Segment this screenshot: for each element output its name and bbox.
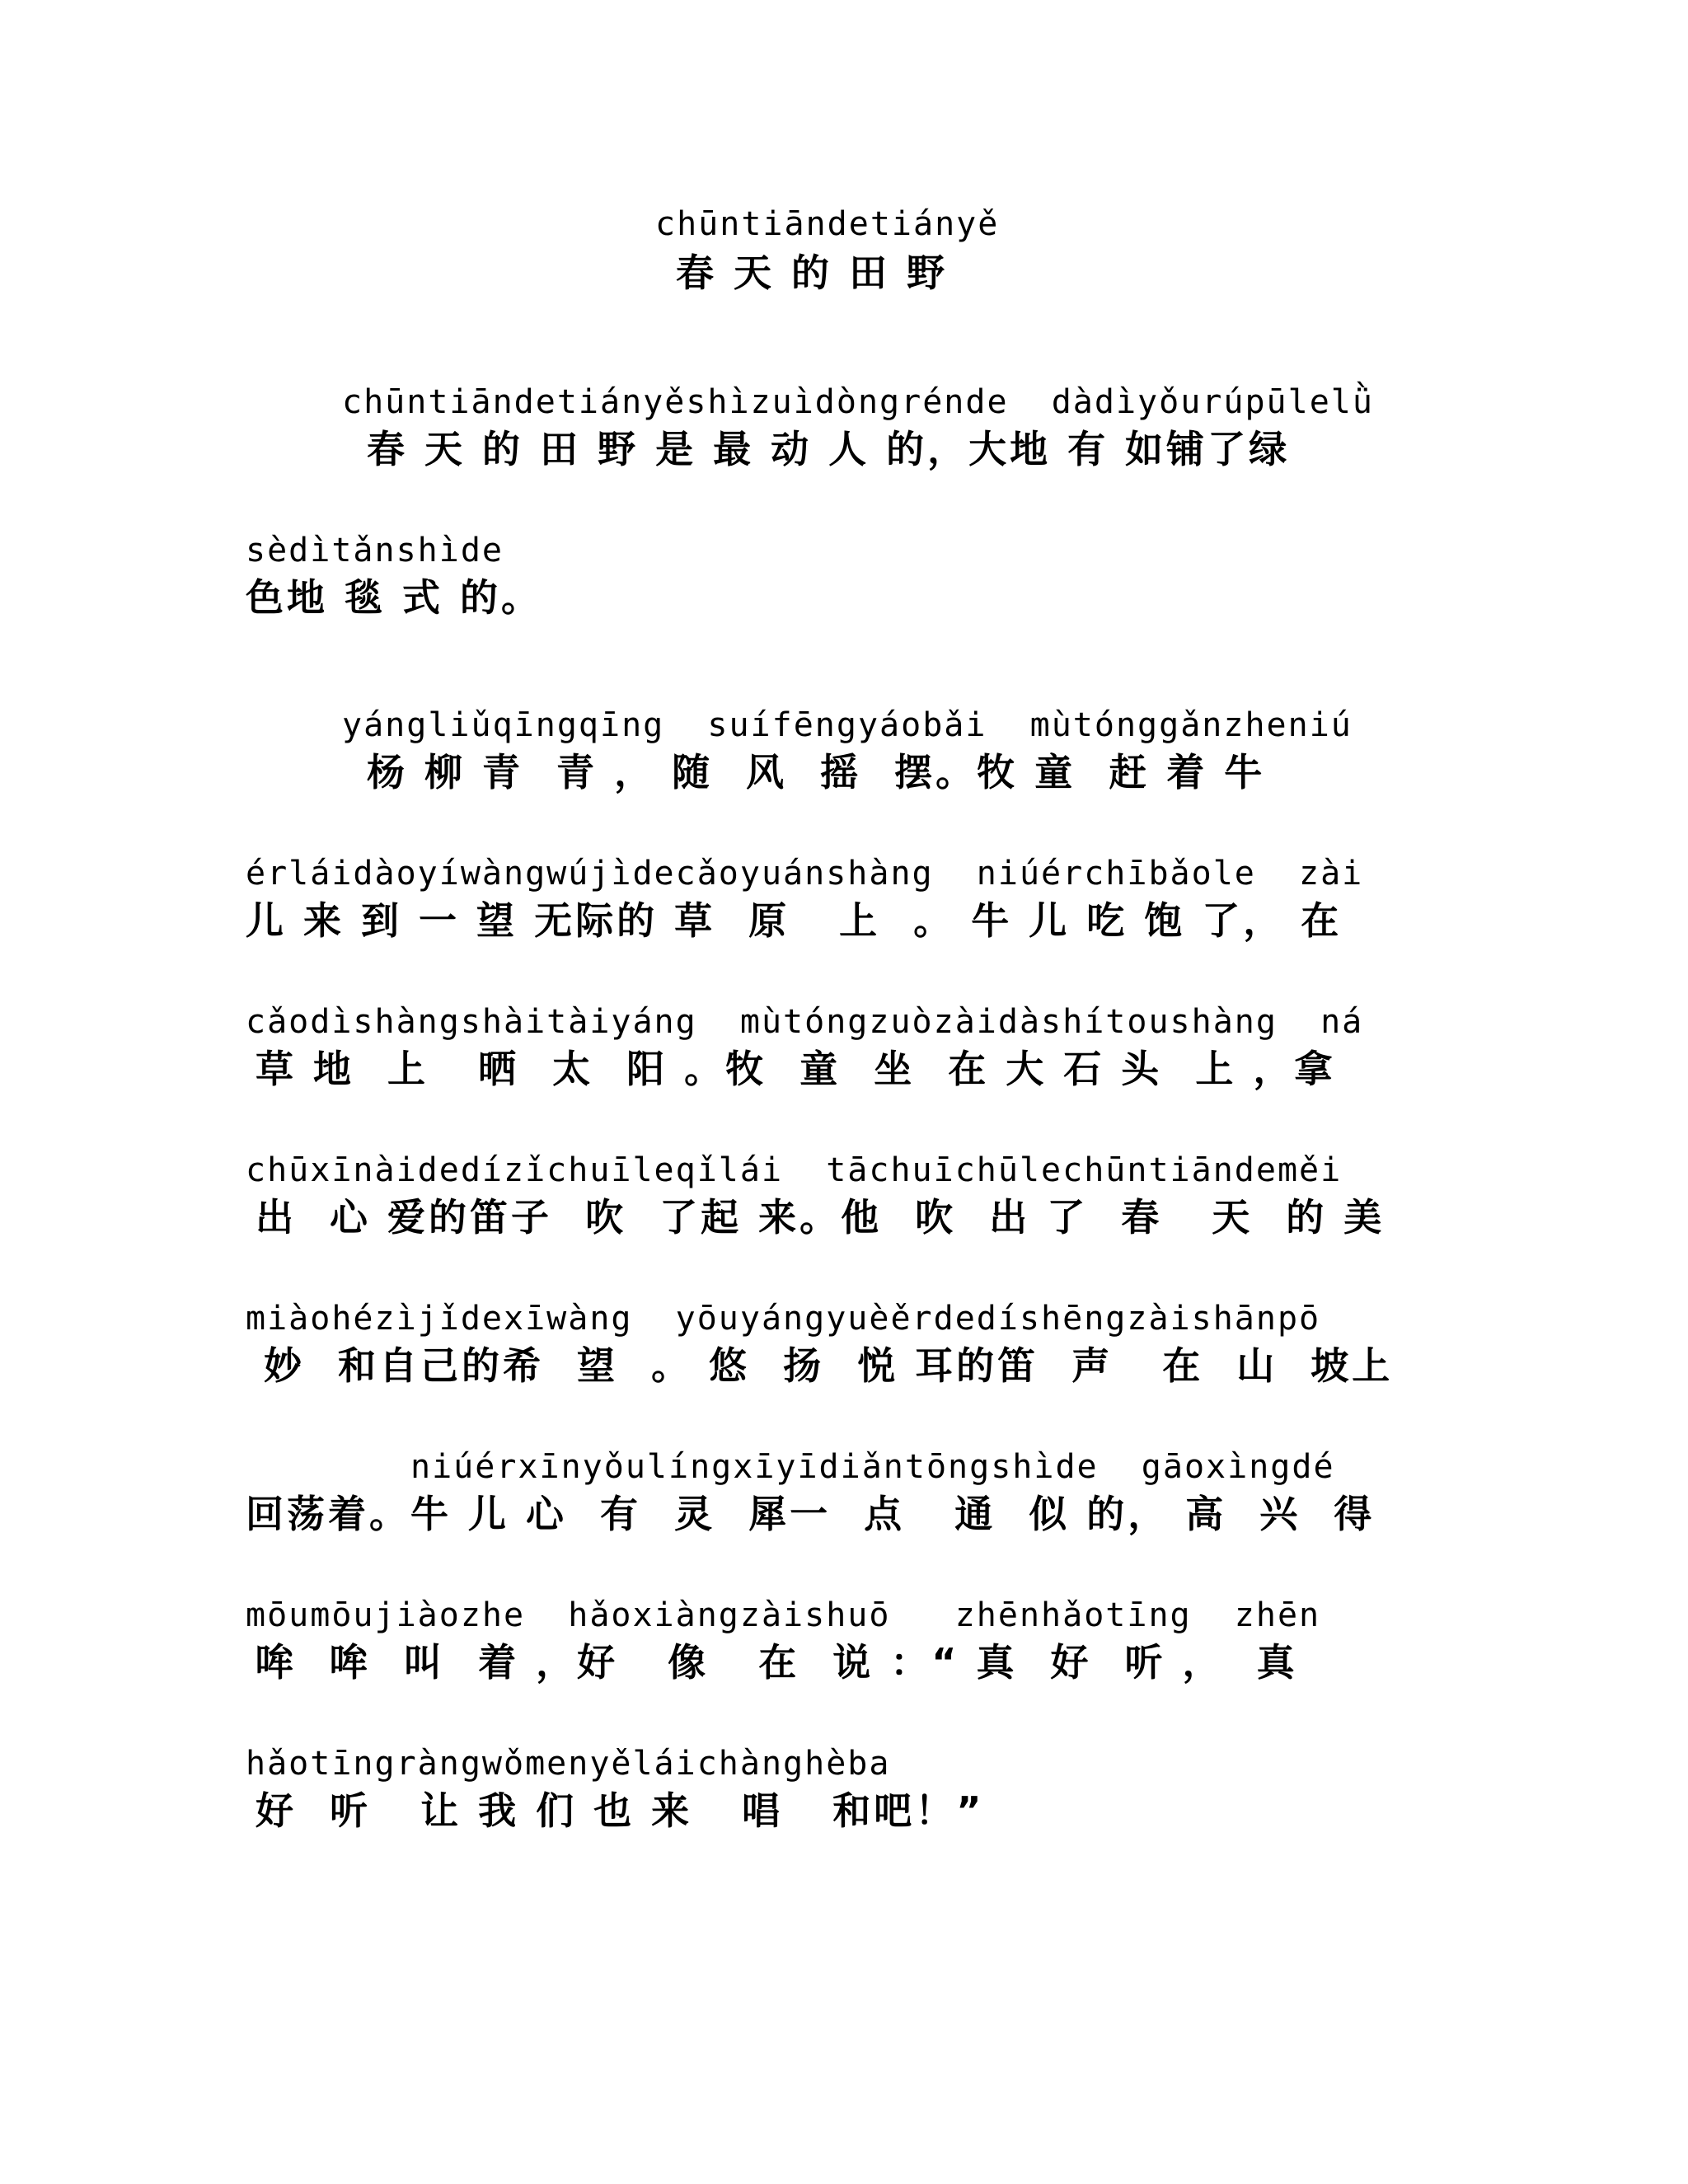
line-7-pinyin: miàohézìjǐdexīwàng yōuyángyuèěrdedíshēngzàishānpō <box>246 1300 1321 1338</box>
line-3-hanzi: 杨 柳 青 青 ， 随 风 摇 摆。牧 童 赶 着 牛 <box>367 750 1266 794</box>
line-2-pinyin: sèdìtǎnshìde <box>246 532 504 569</box>
line-2-hanzi: 色地 毯 式 的。 <box>246 575 543 620</box>
line-5-pinyin: cǎodìshàngshàitàiyáng mùtóngzuòzàidàshítoushàng ná <box>246 1003 1364 1041</box>
title-pinyin: chūntiāndetiányě <box>655 205 1000 243</box>
line-7-hanzi: 妙 和自己的希 望 。 悠 扬 悦 耳的笛 声 在 山 坡上 <box>264 1343 1394 1388</box>
title-hanzi: 春 天 的 田 野 <box>676 251 949 295</box>
line-1-pinyin: chūntiāndetiányěshìzuìdòngrénde dàdìyǒurúpūlelǜ <box>342 383 1374 421</box>
line-6-pinyin: chūxīnàidedízǐchuīleqǐlái tāchuīchūlechūntiāndeměi <box>246 1151 1343 1189</box>
line-3-pinyin: yángliǔqīngqīng suífēngyáobǎi mùtónggǎnzheniú <box>342 706 1353 744</box>
line-6-hanzi: 出 心 爱的笛子 吹 了起 来。他 吹 出 了 春 天 的 美 <box>256 1195 1386 1240</box>
line-8-hanzi: 回荡着。牛 儿 心 有 灵 犀一 点 通 似 的， 高 兴 得 <box>246 1492 1376 1536</box>
line-9-pinyin: mōumōujiàozhe hǎoxiàngzàishuō zhēnhǎotīng zhēn <box>246 1596 1321 1634</box>
line-10-pinyin: hǎotīngràngwǒmenyěláichànghèba <box>246 1745 891 1783</box>
line-4-pinyin: érláidàoyíwàngwújìdecǎoyuánshàng niúérchībǎole zài <box>246 855 1364 893</box>
line-5-hanzi: 草 地 上 晒 太 阳 。牧 童 坐 在 大 石 头 上 ，拿 <box>256 1047 1336 1091</box>
line-10-hanzi: 好 听 让 我 们 也 来 唱 和吧！” <box>256 1788 985 1833</box>
line-9-hanzi: 哞 哞 叫 着 ，好 像 在 说 ：“ 真 好 听 ， 真 <box>256 1640 1298 1685</box>
line-1-hanzi: 春 天 的 田 野 是 最 动 人 的，大地 有 如铺了绿 <box>367 427 1291 471</box>
line-4-hanzi: 儿 来 到 一 望 无际的 草 原 上 。 牛 儿 吃 饱 了， 在 <box>246 898 1343 943</box>
line-8-pinyin: niúérxīnyǒulíngxīyīdiǎntōngshìde gāoxìngdé <box>410 1448 1335 1486</box>
